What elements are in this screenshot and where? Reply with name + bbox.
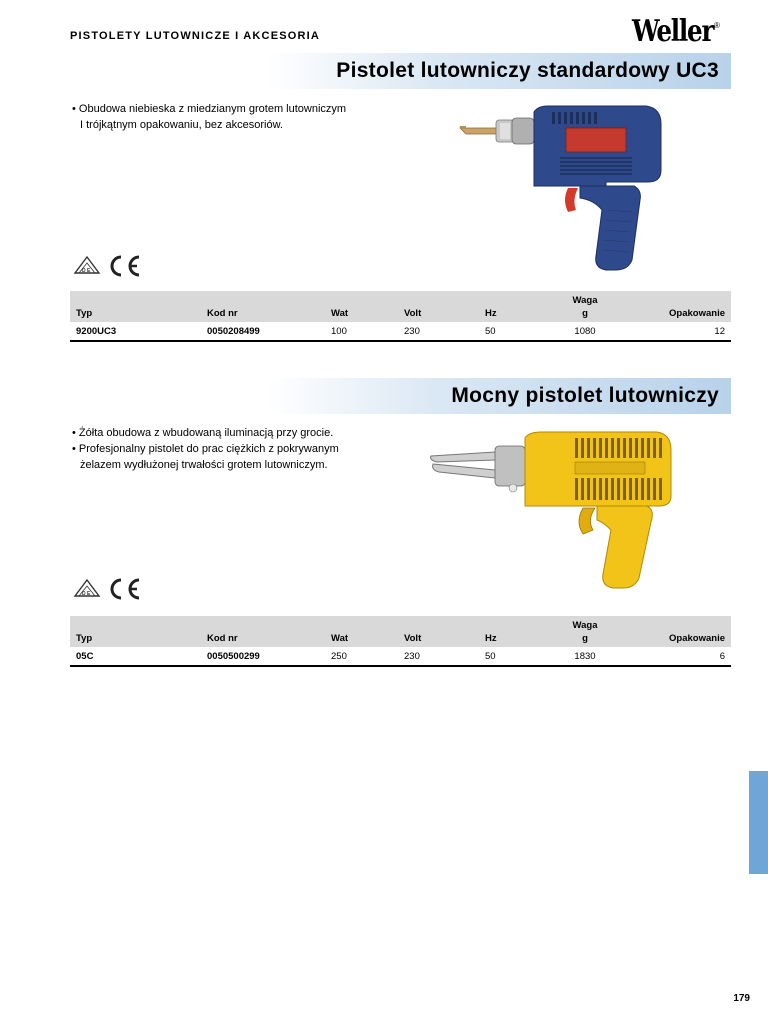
header-waga-label: Waga [572,295,598,306]
cell-volt: 230 [398,322,479,341]
cell-waga: 1830 [554,647,616,666]
header-volt: Volt [404,308,422,319]
header-wat: Wat [331,633,349,644]
cell-kod: 0050208499 [201,322,325,341]
header-waga [554,616,616,647]
svg-text:D E: D E [82,268,91,274]
yellow-soldering-gun-image [425,430,675,592]
section-category: PISTOLETY LUTOWNICZE I AKCESORIA [70,30,321,42]
header-waga-label: Waga [572,620,598,631]
description-line: • Obudowa niebieska z miedzianym grotem lutowniczym [72,103,347,115]
header-wat: Wat [331,308,349,319]
header-typ: Typ [76,633,93,644]
section-tab-marker [749,771,768,874]
header-opakowanie: Opakowanie [669,633,725,644]
ce-mark-icon [112,257,139,275]
spec-table [70,616,731,667]
header-waga [554,291,616,322]
page-number: 179 [733,993,750,1004]
cell-kod: 0050500299 [201,647,325,666]
table-row [70,647,731,666]
table-header-row [70,616,731,647]
header-typ: Typ [76,308,93,319]
cell-wat: 100 [325,322,398,341]
description-line: I trójkątnym opakowaniu, bez akcesoriów. [80,119,283,131]
table-header-row [70,291,731,322]
certification-marks [73,574,143,602]
header-kod: Kod nr [207,308,238,319]
cell-hz: 50 [479,647,554,666]
description-line: • Żółta obudowa z wbudowaną iluminacją przy grocie. [72,427,334,439]
header-hz: Hz [485,633,497,644]
vde-icon [75,580,99,597]
header-waga-unit: g [582,308,588,319]
product-description [72,101,382,133]
product-title: Pistolet lutowniczy standardowy UC3 [70,53,731,89]
cell-opakowanie: 6 [616,647,731,666]
header-hz: Hz [485,308,497,319]
registered-mark: ® [714,21,720,30]
cell-typ: 05C [70,647,201,666]
weller-logo: Weller [632,14,714,49]
cell-typ: 9200UC3 [70,322,201,341]
ce-mark-icon [112,580,139,598]
certification-marks [73,251,143,279]
svg-text:D E: D E [82,591,91,597]
description-line: żelazem wydłużonej trwałości grotem lutowniczym. [80,459,328,471]
cell-hz: 50 [479,322,554,341]
header-volt: Volt [404,633,422,644]
spec-table [70,291,731,342]
product-title: Mocny pistolet lutowniczy [70,378,731,414]
cell-volt: 230 [398,647,479,666]
description-line: • Profesjonalny pistolet do prac ciężkich z pokrywanym [72,443,339,455]
table-row [70,322,731,341]
product-description [72,425,382,473]
cell-waga: 1080 [554,322,616,341]
header-waga-unit: g [582,633,588,644]
vde-icon [75,257,99,274]
blue-soldering-gun-image [456,100,666,275]
header-kod: Kod nr [207,633,238,644]
cell-wat: 250 [325,647,398,666]
header-opakowanie: Opakowanie [669,308,725,319]
cell-opakowanie: 12 [616,322,731,341]
